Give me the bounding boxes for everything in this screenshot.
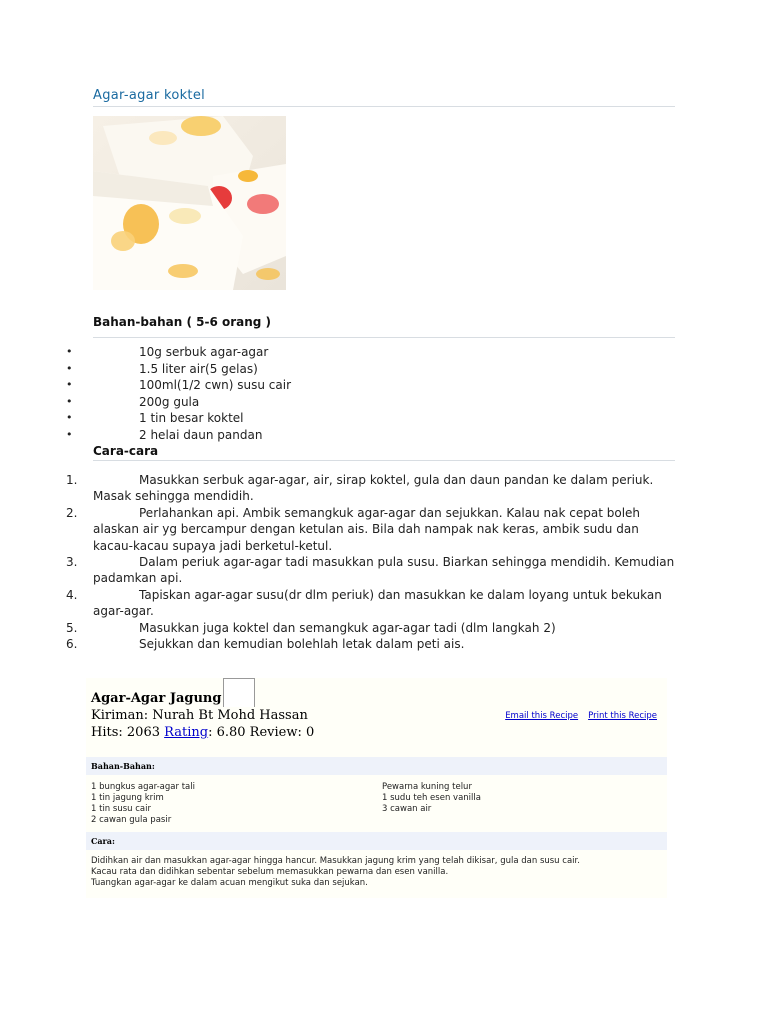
email-recipe-link[interactable]: Email this Recipe [505, 711, 579, 721]
steps-heading: Cara-cara [93, 444, 159, 458]
ingredients-bar: Bahan-Bahan: [86, 757, 667, 775]
hits-text: Hits: 2063 [91, 725, 160, 740]
step-item [66, 554, 676, 587]
ingredient-item: • 10g serbuk agar-agar [66, 344, 291, 361]
recipe-photo [93, 116, 286, 290]
stats-line [91, 724, 314, 741]
ingredient-item: • 1 tin besar koktel [66, 410, 291, 427]
recipe-box-title: Agar-Agar Jagung [91, 691, 222, 706]
ingredient-item: 1 tin susu cair [91, 804, 151, 814]
author-line: Kiriman: Nurah Bt Mohd Hassan [91, 708, 308, 723]
step-number: 4. [66, 587, 78, 602]
recipe-actions [495, 711, 657, 721]
step-text: Tapiskan agar-agar susu(dr dlm periuk) dan masukkan ke dalam loyang untuk bekukan agar-agar. [93, 587, 662, 619]
ingredient-item: 1 bungkus agar-agar tali [91, 782, 195, 792]
step-item [66, 505, 676, 554]
ingredient-item: • 2 helai daun pandan [66, 427, 291, 444]
divider [93, 460, 675, 461]
step-number: 5. [66, 620, 78, 635]
step-text: Sejukkan dan kemudian bolehlah letak dalam peti ais. [139, 637, 465, 652]
step-text: Masukkan juga koktel dan semangkuk agar-agar tadi (dlm langkah 2) [139, 620, 556, 635]
method-line: Kacau rata dan didihkan sebentar sebelum memasukkan pewarna dan esen vanilla. [91, 867, 449, 877]
ingredients-heading: Bahan-bahan ( 5-6 orang ) [93, 315, 272, 329]
step-text: Perlahankan api. Ambik semangkuk agar-agar dan sejukkan. Kalau nak cepat boleh alaskan air yg bercampur dengan ketulan ais. Bila dah nampak nak keras, ambik sudu dan kacau-kacau supaya jadi berketul-ketul. [93, 505, 641, 553]
rating-text: : 6.80 Review: 0 [208, 725, 315, 740]
image-placeholder [223, 678, 255, 707]
ingredients-right [382, 782, 481, 815]
method-line: Tuangkan agar-agar ke dalam acuan mengikut suka dan sejukan. [91, 878, 368, 888]
method-bar: Cara: [86, 832, 667, 850]
steps-list [66, 472, 676, 652]
ingredients-list [66, 344, 291, 444]
step-number: 2. [66, 505, 78, 520]
step-item [66, 587, 676, 620]
ingredient-item: 1 tin jagung krim [91, 793, 164, 803]
step-item [66, 620, 676, 636]
ingredient-item: 3 cawan air [382, 804, 432, 814]
recipe-box [86, 678, 667, 898]
step-number: 3. [66, 555, 78, 570]
recipe-box-header [91, 678, 314, 741]
ingredient-item: • 1.5 liter air(5 gelas) [66, 361, 291, 378]
ingredient-item: Pewarna kuning telur [382, 782, 472, 792]
method-line: Didihkan air dan masukkan agar-agar hingga hancur. Masukkan jagung krim yang telah dikisar, gula dan susu cair. [91, 856, 580, 866]
print-recipe-link[interactable]: Print this Recipe [588, 711, 657, 721]
ingredient-item: 1 sudu teh esen vanilla [382, 793, 481, 803]
ingredient-item: 2 cawan gula pasir [91, 815, 172, 825]
method-text [91, 856, 661, 889]
divider [93, 337, 675, 338]
ingredient-item: • 200g gula [66, 394, 291, 411]
step-item [66, 472, 676, 505]
step-text: Dalam periuk agar-agar tadi masukkan pula susu. Biarkan sehingga mendidih. Kemudian padamkan api. [93, 555, 675, 586]
divider [93, 106, 675, 107]
step-text: Masukkan serbuk agar-agar, air, sirap koktel, gula dan daun pandan ke dalam periuk. Masak sehingga mendidih. [93, 473, 654, 504]
recipe-title: Agar-agar koktel [93, 88, 206, 103]
step-item [66, 636, 676, 652]
ingredient-item: • 100ml(1/2 cwn) susu cair [66, 377, 291, 394]
ingredients-left [91, 782, 195, 826]
step-number: 1. [66, 473, 78, 487]
step-number: 6. [66, 637, 78, 652]
rating-link[interactable]: Rating [164, 725, 209, 740]
